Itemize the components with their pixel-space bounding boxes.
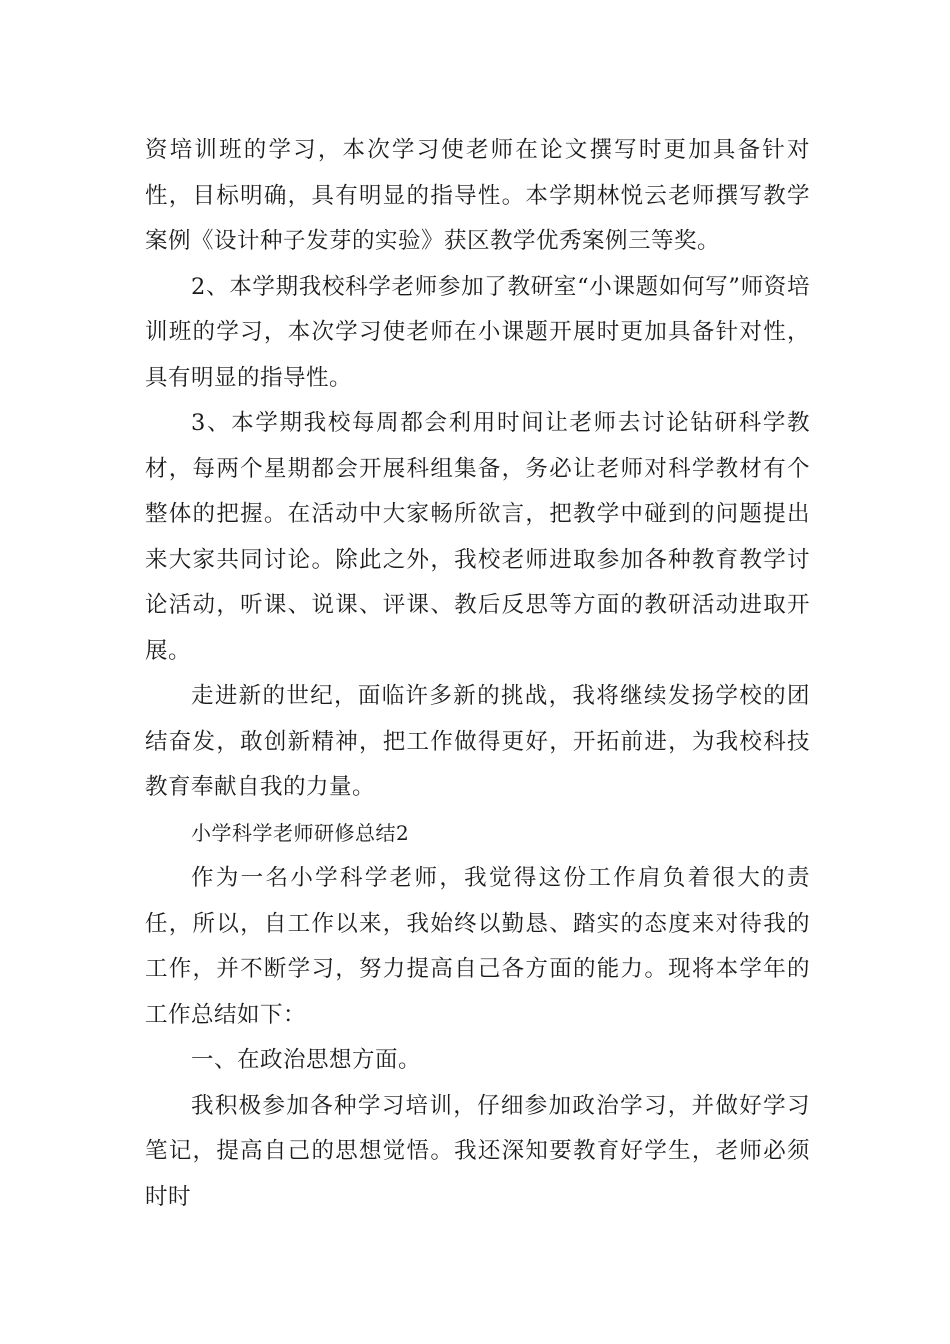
section-title: 小学科学老师研修总结2 bbox=[191, 820, 410, 845]
paragraph-continuation: 资培训班的学习，本次学习使老师在论文撰写时更加具备针对性，目标明确，具有明显的指导性。本学期林悦云老师撰写教学案例《设计种子发芽的实验》获区教学优秀案例三等奖。 bbox=[145, 137, 810, 254]
paragraph-politics: 我积极参加各种学习培训，仔细参加政治学习，并做好学习笔记，提高自己的思想觉悟。我还深知要教育好学生，老师必须时时 bbox=[145, 1092, 810, 1210]
document-body bbox=[145, 128, 810, 1220]
paragraph-item-2: 2、本学期我校科学老师参加了教研室“小课题如何写”师资培训班的学习，本次学习使老师在小课题开展时更加具备针对性，具有明显的指导性。 bbox=[145, 273, 810, 391]
paragraph-item-3: 3、本学期我校每周都会利用时间让老师去讨论钻研科学教材，每两个星期都会开展科组集备，务必让老师对科学教材有个整体的把握。在活动中大家畅所欲言，把教学中碰到的问题提出来大家共同讨论。除此之外，我校老师进取参加各种教育教学讨论活动，听课、说课、评课、教后反思等方面的教研活动进取开展。 bbox=[145, 410, 810, 664]
subsection-heading-politics: 一、在政治思想方面。 bbox=[191, 1047, 422, 1073]
paragraph-conclusion: 走进新的世纪，面临许多新的挑战，我将继续发扬学校的团结奋发，敢创新精神，把工作做得更好，开拓前进，为我校科技教育奉献自我的力量。 bbox=[145, 683, 810, 800]
paragraph-intro: 作为一名小学科学老师，我觉得这份工作肩负着很大的责任，所以，自工作以来，我始终以勤恳、踏实的态度来对待我的工作，并不断学习，努力提高自己各方面的能力。现将本学年的工作总结如下： bbox=[145, 865, 810, 1028]
